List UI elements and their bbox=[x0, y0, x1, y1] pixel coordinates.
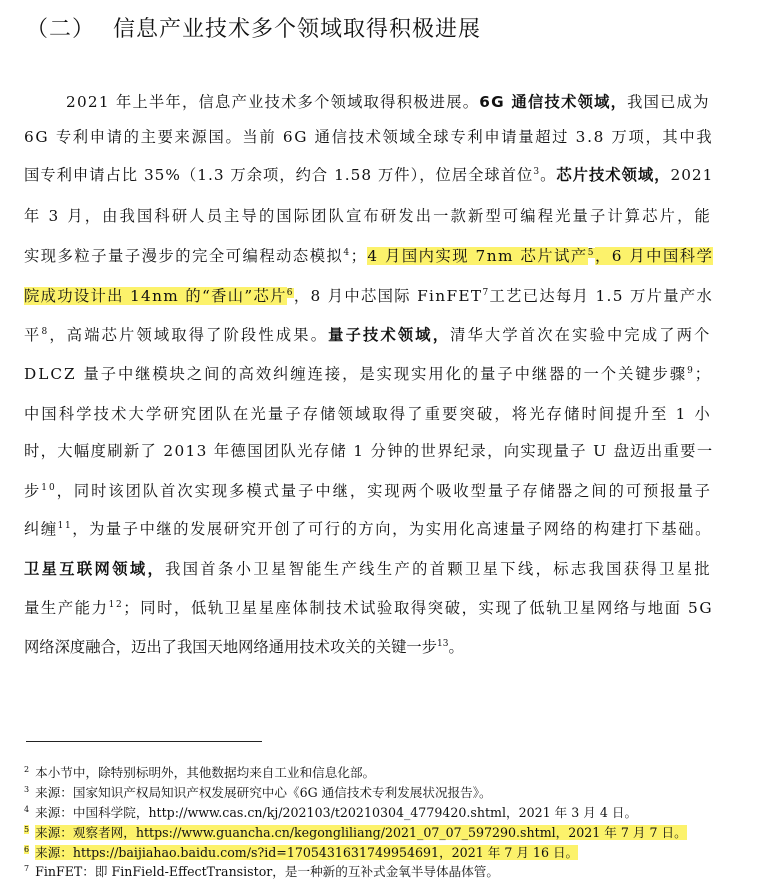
bold-term: 卫星互联网领域， bbox=[24, 560, 166, 578]
footnote bbox=[24, 765, 375, 781]
text-segment: 纠缠 bbox=[24, 520, 58, 538]
bold-term: 芯片技术领域， bbox=[556, 166, 671, 184]
body-line bbox=[24, 637, 464, 657]
footnote-text-highlighted: 来源：观察者网，https://www.guancha.cn/kegongliliang/2021_07_07_597290.shtml，2021 年 7 月 7 日。 bbox=[35, 825, 687, 840]
text-segment: 量生产能力 bbox=[24, 599, 109, 617]
text-segment: ，8 月中芯国际 FinFET bbox=[293, 287, 483, 305]
text-segment: 年 3 月，由我国科研人员主导的国际团队宣布研发出一款新型可编程光量子计算芯片，能 bbox=[24, 207, 712, 225]
footnote-ref: 5 bbox=[587, 247, 595, 258]
body-line bbox=[24, 206, 712, 226]
text-segment: 6G 专利申请的主要来源国。当前 6G 通信技术领域全球专利申请量超过 3.8 万项，其中我 bbox=[24, 128, 714, 146]
body-line bbox=[24, 246, 713, 266]
body-line bbox=[24, 325, 712, 345]
highlighted-text: ，6 月中国科学 bbox=[594, 247, 714, 265]
footnote-number: 2 bbox=[24, 764, 30, 774]
section-title: 信息产业技术多个领域取得积极进展 bbox=[113, 17, 482, 42]
footnote-text-highlighted: 来源：https://baijiahao.baidu.com/s?id=1705431631749954691，2021 年 7 月 16 日。 bbox=[35, 845, 579, 860]
section-number: （二） bbox=[26, 17, 96, 42]
footnote-number: 5 bbox=[24, 824, 30, 834]
text-segment: 2021 bbox=[670, 166, 714, 184]
text-segment: ； bbox=[350, 247, 368, 265]
footnote-number: 7 bbox=[24, 863, 30, 873]
body-line bbox=[24, 286, 713, 306]
footnote-ref: 4 bbox=[343, 247, 351, 258]
text-segment: 我国首条小卫星智能生产线生产的首颗卫星下线，标志我国获得卫星批 bbox=[165, 560, 712, 578]
footnote-number: 3 bbox=[24, 784, 30, 794]
text-segment: 工艺已达每月 1.5 万片量产水 bbox=[489, 287, 714, 305]
body-line bbox=[24, 598, 713, 618]
text-segment: 。 bbox=[448, 638, 464, 656]
text-segment: ，同时该团队首次实现多模式量子中继，实现两个吸收型量子存储器之间的可预报量子 bbox=[56, 482, 713, 500]
body-line bbox=[24, 519, 712, 539]
footnote-ref: 13 bbox=[437, 638, 449, 649]
text-segment: DLCZ 量子中继模块之间的高效纠缠连接，是实现实用化的量子中继器的一个关键步骤 bbox=[24, 365, 688, 383]
footnote-ref: 8 bbox=[41, 326, 50, 337]
body-line bbox=[24, 165, 713, 185]
text-segment: 清华大学首次在实验中完成了两个 bbox=[450, 326, 712, 344]
bold-term: 量子技术领域， bbox=[328, 326, 451, 344]
text-segment: 。 bbox=[540, 166, 557, 184]
footnote bbox=[24, 825, 687, 841]
footnote-ref: 11 bbox=[57, 520, 73, 531]
text-segment: ； bbox=[694, 365, 713, 383]
body-line bbox=[24, 441, 713, 461]
footnote bbox=[24, 785, 492, 801]
footnote-number: 4 bbox=[24, 804, 30, 814]
body-line bbox=[24, 559, 712, 579]
footnote-ref: 10 bbox=[41, 482, 57, 493]
text-segment: 我国已成为 bbox=[627, 93, 710, 111]
text-segment: 2021 年上半年，信息产业技术多个领域取得积极进展。 bbox=[66, 93, 480, 111]
footnote-ref: 12 bbox=[108, 599, 124, 610]
footnote bbox=[24, 845, 578, 861]
footnote-text: 来源：中国科学院，http://www.cas.cn/kj/202103/t20210304_4779420.shtml，2021 年 3 月 4 日。 bbox=[35, 805, 638, 820]
body-line bbox=[66, 92, 710, 112]
footnote-text: 本小节中，除特别标明外，其他数据均来自工业和信息化部。 bbox=[35, 765, 376, 780]
highlighted-text: 院成功设计出 14nm 的“香山”芯片 bbox=[24, 287, 287, 305]
body-line bbox=[24, 404, 712, 424]
section-heading bbox=[26, 12, 481, 43]
highlighted-text: 4 月国内实现 7nm 芯片试产 bbox=[367, 247, 588, 265]
text-segment: 平 bbox=[24, 326, 42, 344]
text-segment: ；同时，低轨卫星星座体制技术试验取得突破，实现了低轨卫星网络与地面 5G bbox=[123, 599, 714, 617]
footnote-separator bbox=[26, 741, 262, 742]
footnote-ref: 9 bbox=[687, 365, 695, 376]
footnote-ref: 3 bbox=[533, 166, 541, 177]
body-line bbox=[24, 364, 712, 384]
footnote bbox=[24, 805, 637, 821]
footnote-text: FinFET：即 FinField-EffectTransistor，是一种新的互补式金氧半导体晶体管。 bbox=[35, 864, 499, 879]
footnote-number: 6 bbox=[24, 844, 30, 854]
footnote bbox=[24, 864, 499, 880]
text-segment: ，高端芯片领域取得了阶段性成果。 bbox=[49, 326, 329, 344]
text-segment: 国专利申请占比 35%（1.3 万余项，约合 1.58 万件），位居全球首位 bbox=[24, 166, 534, 184]
body-line bbox=[24, 481, 712, 501]
text-segment: 网络深度融合，迈出了我国天地网络通用技术攻关的关键一步 bbox=[24, 638, 438, 656]
footnote-text: 来源：国家知识产权局知识产权发展研究中心《6G 通信技术专利发展状况报告》。 bbox=[35, 785, 492, 800]
bold-term: 6G 通信技术领域， bbox=[479, 93, 628, 111]
footnote-ref: 7 bbox=[482, 287, 490, 298]
footnote-ref: 6 bbox=[286, 287, 294, 298]
text-segment: 中国科学技术大学研究团队在光量子存储领域取得了重要突破，将光存储时间提升至 1 小 bbox=[24, 405, 712, 423]
text-segment: ，为量子中继的发展研究开创了可行的方向，为实用化高速量子网络的构建打下基础。 bbox=[72, 520, 712, 538]
text-segment: 时，大幅度刷新了 2013 年德国团队光存储 1 分钟的世界纪录，向实现量子 U 盘迈出重要一 bbox=[24, 442, 714, 460]
text-segment: 实现多粒子量子漫步的完全可编程动态模拟 bbox=[24, 247, 344, 265]
text-segment: 步 bbox=[24, 482, 42, 500]
body-line bbox=[24, 127, 713, 147]
